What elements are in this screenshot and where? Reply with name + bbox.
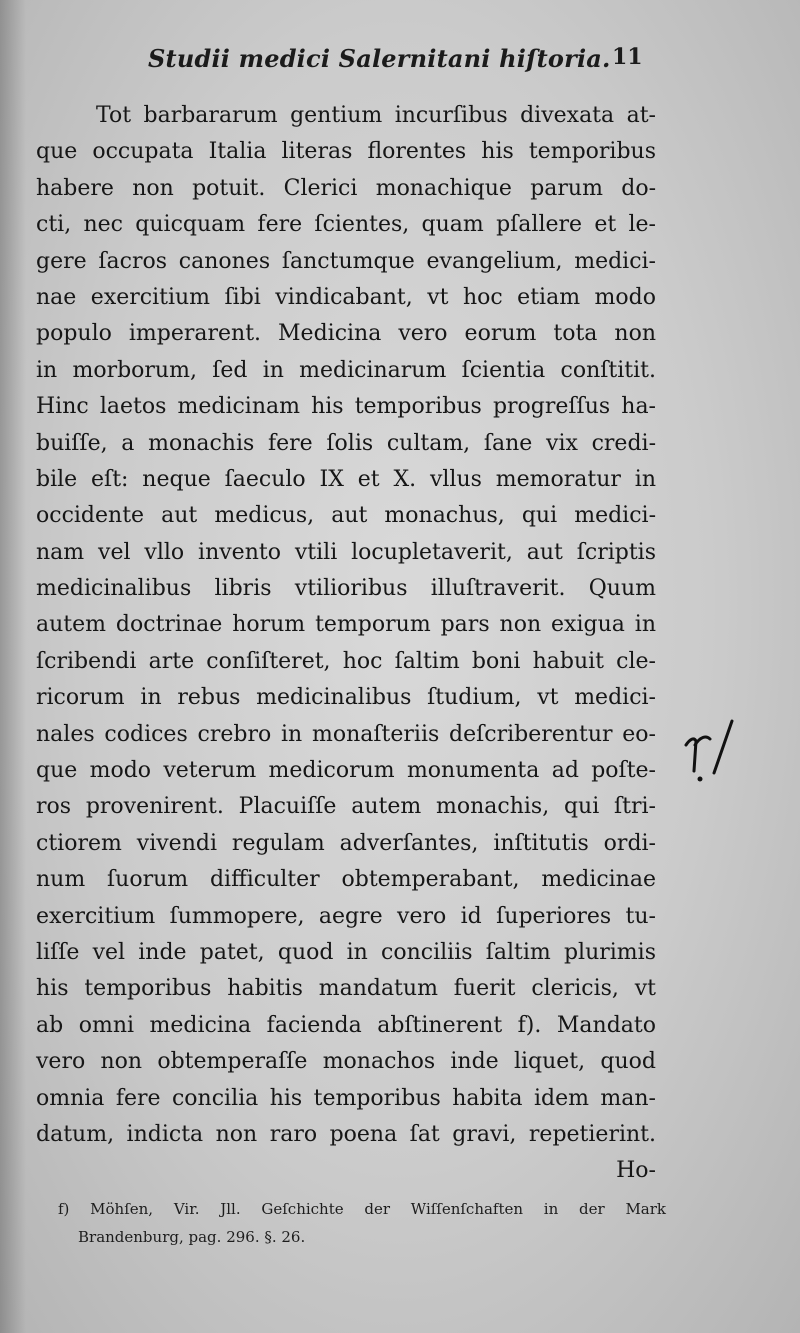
body-text [36,98,656,1190]
text-line: Hinc laetos medicinam his temporibus progreſſus ha- [36,394,656,420]
text-line: exercitium ſummopere, aegre vero id ſuperiores tu- [36,903,656,929]
text-line: nales codices crebro in monaſteriis deſcriberentur eo- [36,721,656,747]
text-line: Tot barbararum gentium incurſibus divexata at- [96,103,656,128]
text-line: datum, indicta non raro poena ſat gravi, repetierint. [36,1121,656,1147]
text-line: his temporibus habitis mandatum fuerit clericis, vt [36,976,656,1002]
footnote [58,1195,666,1251]
text-line: ſcribendi arte conſiſteret, hoc ſaltim boni habuit cle- [36,648,656,674]
footnote-line: f) Möhſen, Vir. Jll. Geſchichte der Wiſſenſchaften in der Mark [58,1200,666,1218]
text-line: nam vel vllo invento vtili locupletaverit, aut ſcriptis [36,539,656,565]
footnote-line: Brandenburg, pag. 296. §. 26. [78,1228,306,1246]
text-line: omnia fere concilia his temporibus habita idem man- [36,1085,656,1111]
text-line: vero non obtemperaſſe monachos inde liquet, quod [36,1049,656,1075]
page-number: 11 [612,44,643,70]
text-line: num ſuorum difficulter obtemperabant, medicinae [36,867,656,893]
running-head-title: Studii medici Salernitani hiſtoria. [148,44,611,73]
text-line: autem doctrinae horum temporum pars non exigua in [36,612,656,638]
text-line: ab omni medicina facienda abſtinerent f). Mandato [36,1012,656,1038]
text-line: que modo veterum medicorum monumenta ad poſte- [36,758,656,784]
text-line: medicinalibus libris vtilioribus illuſtraverit. Quum [36,576,656,602]
text-line: liſſe vel inde patet, quod in conciliis ſaltim plurimis [36,939,656,965]
text-line: habere non potuit. Clerici monachique parum do- [36,175,656,201]
text-line: ricorum in rebus medicinalibus ſtudium, vt medici- [36,685,656,711]
text-line: ctiorem vivendi regulam adverſantes, inſtitutis ordi- [36,830,656,856]
text-line: in morborum, ſed in medicinarum ſcientia conſtitit. [36,357,656,383]
text-line: que occupata Italia literas florentes his temporibus [36,139,656,165]
text-line: nae exercitium ſibi vindicabant, vt hoc etiam modo [36,284,656,310]
proofreader-mark-icon [680,715,740,785]
text-line: ros provenirent. Placuiſſe autem monachis, qui ſtri- [36,794,656,820]
text-line: occidente aut medicus, aut monachus, qui medici- [36,503,656,529]
text-line: cti, nec quicquam fere ſcientes, quam pſallere et le- [36,212,656,238]
catchword: Ho- [616,1158,656,1184]
text-line: populo imperarent. Medicina vero eorum tota non [36,321,656,347]
gutter-shadow [0,0,26,1333]
text-line: bile eſt: neque ſaeculo IX et X. vllus memoratur in [36,466,656,492]
text-line: buiſſe, a monachis fere ſolis cultam, ſane vix credi- [36,430,656,456]
text-line: gere ſacros canones ſanctumque evangelium, medici- [36,248,656,274]
